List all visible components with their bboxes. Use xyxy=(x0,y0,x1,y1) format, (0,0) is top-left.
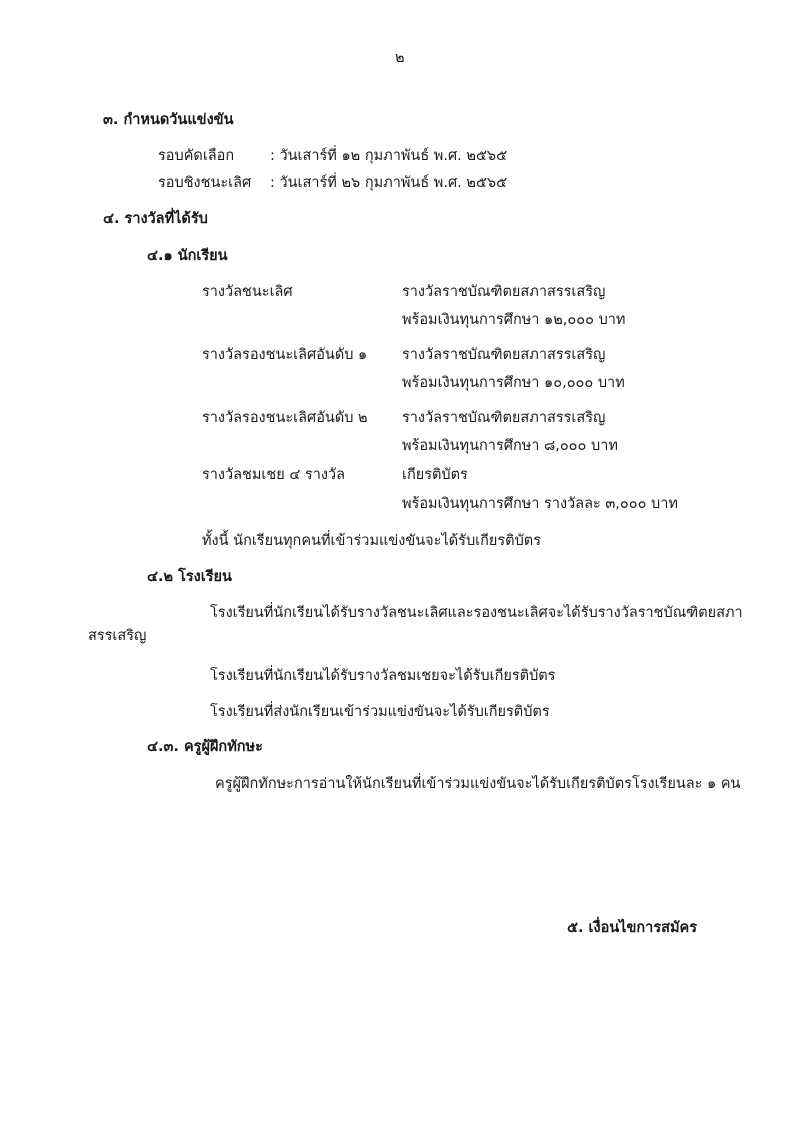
award-prize: รางวัลราชบัณฑิตยสภาสรรเสริญ xyxy=(402,410,606,426)
award-prize-money: พร้อมเงินทุนการศึกษา ๑๒,๐๐๐ บาท xyxy=(402,312,626,328)
next-section-heading: ๕. เงื่อนไขการสมัคร xyxy=(567,920,697,936)
schools-paragraph: โรงเรียนที่ส่งนักเรียนเข้าร่วมแข่งขันจะได้รับเกียรติบัตร xyxy=(210,704,550,720)
section4-heading: ๔. รางวัลที่ได้รับ xyxy=(103,211,208,227)
teachers-heading: ๔.๓. ครูผู้ฝึกทักษะ xyxy=(147,739,263,755)
award-prize-money: พร้อมเงินทุนการศึกษา รางวัลละ ๓,๐๐๐ บาท xyxy=(402,496,678,512)
schools-paragraph-continued: สรรเสริญ xyxy=(88,628,147,644)
schools-paragraph: โรงเรียนที่นักเรียนได้รับรางวัลชนะเลิศและรองชนะเลิศจะได้รับรางวัลราชบัณฑิตยสภา xyxy=(210,605,743,621)
schools-heading: ๔.๒ โรงเรียน xyxy=(147,569,232,585)
award-label: รางวัลรองชนะเลิศอันดับ ๑ xyxy=(202,347,368,363)
schedule-value: : วันเสาร์ที่ ๒๖ กุมภาพันธ์ พ.ศ. ๒๕๖๕ xyxy=(270,175,508,191)
schedule-label: รอบชิงชนะเลิศ xyxy=(158,175,252,191)
award-label: รางวัลชมเชย ๔ รางวัล xyxy=(202,467,345,483)
award-prize: เกียรติบัตร xyxy=(402,467,468,483)
award-label: รางวัลชนะเลิศ xyxy=(202,284,293,300)
award-prize: รางวัลราชบัณฑิตยสภาสรรเสริญ xyxy=(402,284,606,300)
teachers-paragraph: ครูผู้ฝึกทักษะการอ่านให้นักเรียนที่เข้าร่วมแข่งขันจะได้รับเกียรติบัตรโรงเรียนละ ๑ คน xyxy=(215,776,741,792)
award-prize: รางวัลราชบัณฑิตยสภาสรรเสริญ xyxy=(402,347,606,363)
award-prize-money: พร้อมเงินทุนการศึกษา ๘,๐๐๐ บาท xyxy=(402,438,618,454)
students-heading: ๔.๑ นักเรียน xyxy=(147,248,228,264)
schools-paragraph: โรงเรียนที่นักเรียนได้รับรางวัลชมเชยจะได้รับเกียรติบัตร xyxy=(210,668,556,684)
award-prize-money: พร้อมเงินทุนการศึกษา ๑๐,๐๐๐ บาท xyxy=(402,375,625,391)
award-label: รางวัลรองชนะเลิศอันดับ ๒ xyxy=(202,410,368,426)
section3-heading: ๓. กำหนดวันแข่งขัน xyxy=(103,112,234,128)
schedule-label: รอบคัดเลือก xyxy=(158,148,235,164)
page-number: ๒ xyxy=(395,50,405,66)
schedule-value: : วันเสาร์ที่ ๑๒ กุมภาพันธ์ พ.ศ. ๒๕๖๕ xyxy=(270,148,508,164)
students-note: ทั้งนี้ นักเรียนทุกคนที่เข้าร่วมแข่งขันจะได้รับเกียรติบัตร xyxy=(202,533,542,549)
